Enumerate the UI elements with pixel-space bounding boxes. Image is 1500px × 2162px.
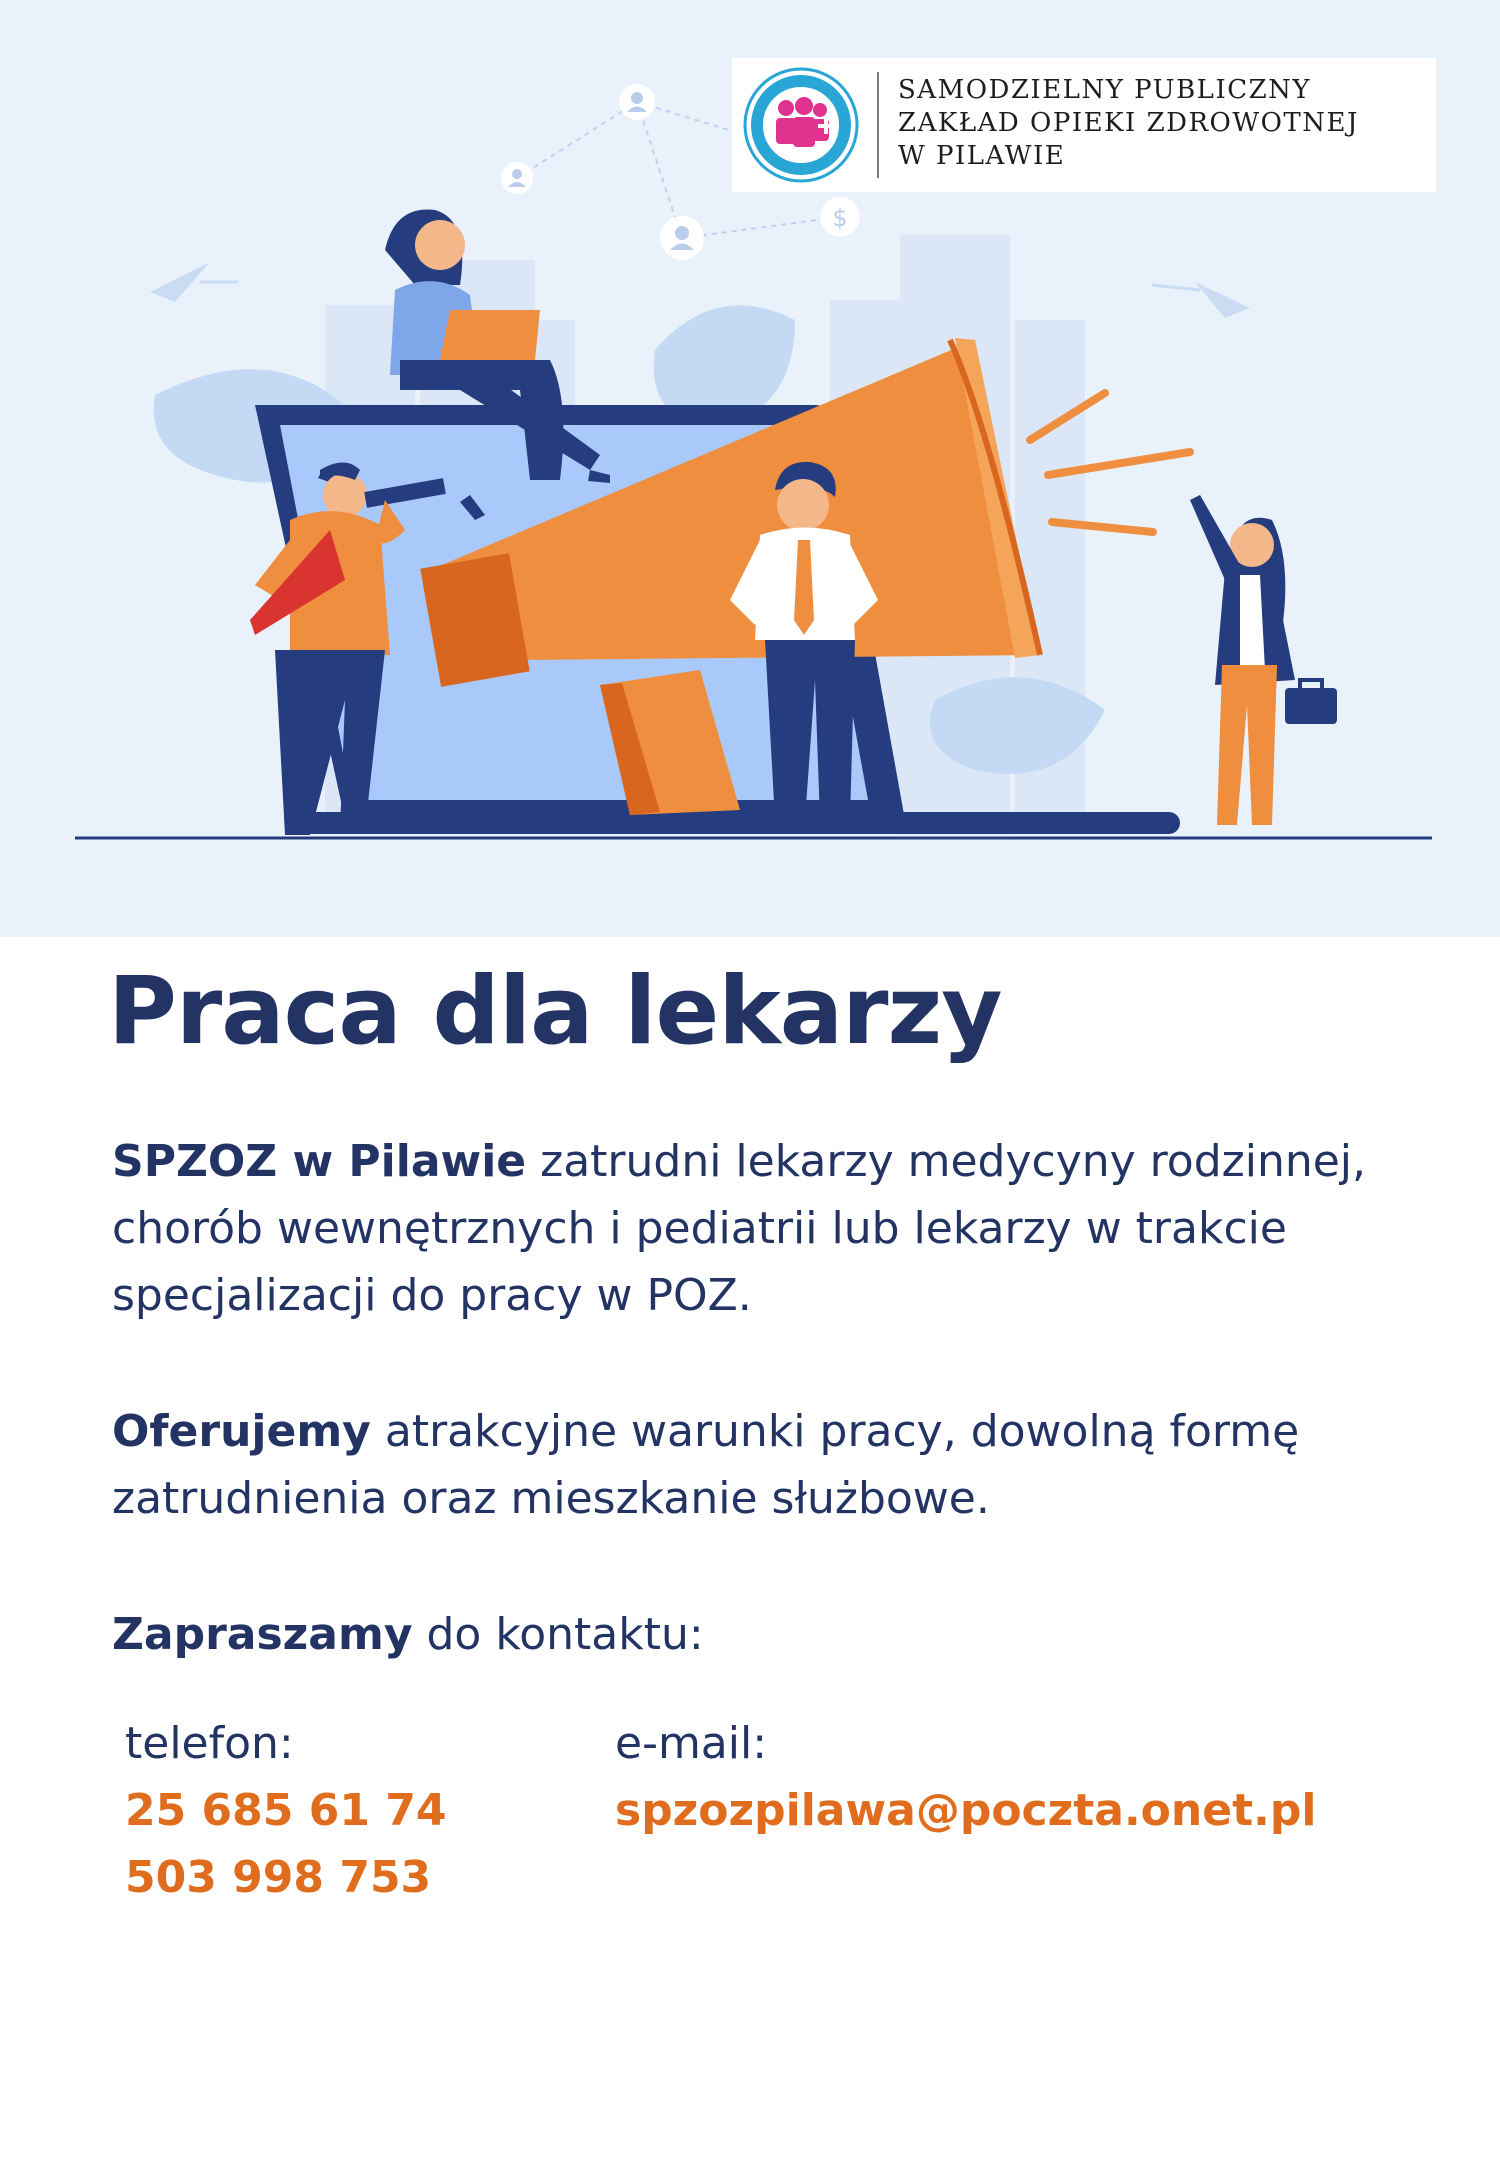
contact-invitation bbox=[112, 1601, 1402, 1668]
organization-name-line: W PILAWIE bbox=[898, 141, 1066, 171]
offer-description-text: atrakcyjne warunki pracy, dowolną formę zatrudnienia oraz mieszkanie służbowe. bbox=[112, 1406, 1300, 1524]
hero-illustration bbox=[0, 0, 1500, 937]
phone-number[interactable]: 25 685 61 74 bbox=[125, 1785, 447, 1836]
contact-lead: Zapraszamy bbox=[112, 1609, 413, 1660]
paper-plane-icon bbox=[1152, 282, 1250, 318]
phone-number[interactable]: 503 998 753 bbox=[125, 1852, 432, 1903]
email-address[interactable]: spzozpilawa@poczta.onet.pl bbox=[615, 1785, 1317, 1836]
employer-name: SPZOZ w Pilawie bbox=[112, 1136, 527, 1187]
organization-name-line: ZAKŁAD OPIEKI ZDROWOTNEJ bbox=[898, 108, 1359, 138]
job-description-text: zatrudni lekarzy medycyny rodzinnej, chorób wewnętrznych i pediatrii lub lekarzy w trakcie specjalizacji do pracy w POZ. bbox=[112, 1136, 1366, 1321]
paper-plane-icon bbox=[150, 262, 238, 302]
email-label: e-mail: bbox=[615, 1718, 768, 1769]
offer-lead: Oferujemy bbox=[112, 1406, 371, 1457]
contact-invitation-text: do kontaktu: bbox=[412, 1609, 704, 1660]
organization-name-line: SAMODZIELNY PUBLICZNY bbox=[898, 75, 1312, 105]
user-icon bbox=[501, 162, 533, 194]
job-description bbox=[112, 1128, 1402, 1329]
organization-logo bbox=[732, 58, 1436, 192]
phone-label: telefon: bbox=[125, 1718, 294, 1769]
offer-description bbox=[112, 1398, 1402, 1532]
dollar-icon bbox=[820, 197, 860, 237]
page-title: Praca dla lekarzy bbox=[108, 957, 1002, 1066]
logo-emblem-icon bbox=[742, 66, 860, 184]
woman-with-briefcase-figure bbox=[1190, 495, 1337, 825]
user-icon bbox=[619, 84, 655, 120]
svg-text:$: $ bbox=[832, 204, 848, 232]
user-icon bbox=[660, 216, 704, 260]
organization-name bbox=[898, 74, 1359, 173]
logo-divider bbox=[877, 72, 879, 178]
briefcase-icon bbox=[1285, 680, 1337, 724]
